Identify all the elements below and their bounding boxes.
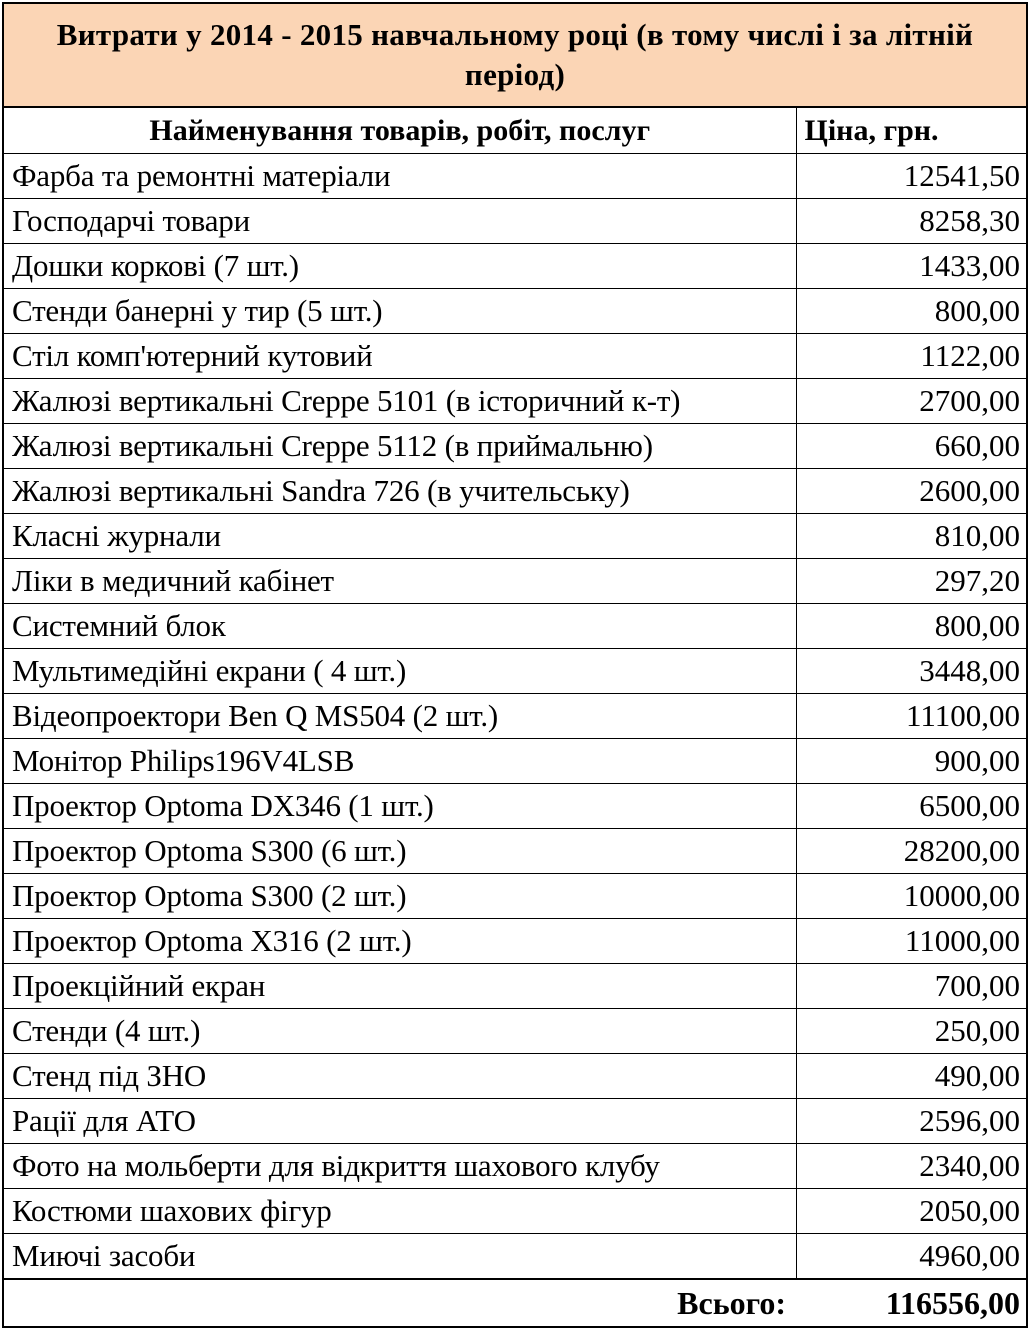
- item-name-cell: Господарчі товари: [4, 199, 796, 244]
- table-row: [4, 649, 1026, 694]
- item-name-cell: Стенди (4 шт.): [4, 1009, 796, 1054]
- table-row: [4, 514, 1026, 559]
- table-row: [4, 469, 1026, 514]
- column-header-price: Ціна, грн.: [796, 108, 1026, 154]
- item-price-cell: 8258,30: [796, 199, 1026, 244]
- expenses-sheet: [2, 2, 1028, 1328]
- item-price-cell: 490,00: [796, 1054, 1026, 1099]
- table-row: [4, 289, 1026, 334]
- item-price-cell: 250,00: [796, 1009, 1026, 1054]
- item-name-cell: Дошки коркові (7 шт.): [4, 244, 796, 289]
- item-price-cell: 810,00: [796, 514, 1026, 559]
- item-name-cell: Проектор Optoma S300 (6 шт.): [4, 829, 796, 874]
- table-row: [4, 1009, 1026, 1054]
- table-row: [4, 334, 1026, 379]
- item-price-cell: 800,00: [796, 289, 1026, 334]
- table-row: [4, 1234, 1026, 1280]
- table-row: [4, 874, 1026, 919]
- item-name-cell: Стіл комп'ютерний кутовий: [4, 334, 796, 379]
- table-row: [4, 784, 1026, 829]
- table-row: [4, 559, 1026, 604]
- item-price-cell: 3448,00: [796, 649, 1026, 694]
- table-row: [4, 1144, 1026, 1189]
- item-price-cell: 800,00: [796, 604, 1026, 649]
- table-row: [4, 739, 1026, 784]
- item-price-cell: 2050,00: [796, 1189, 1026, 1234]
- table-row: [4, 199, 1026, 244]
- total-row: [4, 1279, 1026, 1326]
- item-name-cell: Стенд під ЗНО: [4, 1054, 796, 1099]
- table-title: Витрати у 2014 - 2015 навчальному році (в тому числі і за літній період): [4, 4, 1026, 108]
- item-name-cell: Монітор Philips196V4LSB: [4, 739, 796, 784]
- item-name-cell: Жалюзі вертикальні Sandra 726 (в учительську): [4, 469, 796, 514]
- item-price-cell: 2600,00: [796, 469, 1026, 514]
- item-name-cell: Жалюзі вертикальні Creppe 5112 (в приймальню): [4, 424, 796, 469]
- item-name-cell: Класні журнали: [4, 514, 796, 559]
- item-name-cell: Відеопроектори Ben Q MS504 (2 шт.): [4, 694, 796, 739]
- item-price-cell: 6500,00: [796, 784, 1026, 829]
- item-price-cell: 12541,50: [796, 154, 1026, 199]
- item-name-cell: Рації для АТО: [4, 1099, 796, 1144]
- item-name-cell: Проектор Optoma X316 (2 шт.): [4, 919, 796, 964]
- item-price-cell: 700,00: [796, 964, 1026, 1009]
- item-price-cell: 2340,00: [796, 1144, 1026, 1189]
- item-price-cell: 297,20: [796, 559, 1026, 604]
- item-name-cell: Проектор Optoma DX346 (1 шт.): [4, 784, 796, 829]
- table-row: [4, 604, 1026, 649]
- item-name-cell: Проектор Optoma S300 (2 шт.): [4, 874, 796, 919]
- item-name-cell: Фарба та ремонтні матеріали: [4, 154, 796, 199]
- table-row: [4, 379, 1026, 424]
- table-row: [4, 1099, 1026, 1144]
- item-price-cell: 28200,00: [796, 829, 1026, 874]
- item-price-cell: 2700,00: [796, 379, 1026, 424]
- table-row: [4, 154, 1026, 199]
- header-row: [4, 108, 1026, 154]
- item-name-cell: Стенди банерні у тир (5 шт.): [4, 289, 796, 334]
- item-price-cell: 11100,00: [796, 694, 1026, 739]
- item-name-cell: Мультимедійні екрани ( 4 шт.): [4, 649, 796, 694]
- total-label: Всього:: [4, 1279, 796, 1326]
- item-name-cell: Костюми шахових фігур: [4, 1189, 796, 1234]
- item-name-cell: Проекційний екран: [4, 964, 796, 1009]
- item-price-cell: 1433,00: [796, 244, 1026, 289]
- table-row: [4, 829, 1026, 874]
- item-name-cell: Системний блок: [4, 604, 796, 649]
- item-price-cell: 4960,00: [796, 1234, 1026, 1280]
- item-price-cell: 1122,00: [796, 334, 1026, 379]
- table-row: [4, 424, 1026, 469]
- item-name-cell: Миючі засоби: [4, 1234, 796, 1280]
- table-row: [4, 1054, 1026, 1099]
- item-price-cell: 660,00: [796, 424, 1026, 469]
- column-header-name: Найменування товарів, робіт, послуг: [4, 108, 796, 154]
- item-name-cell: Фото на мольберти для відкриття шахового клубу: [4, 1144, 796, 1189]
- item-price-cell: 900,00: [796, 739, 1026, 784]
- total-value: 116556,00: [796, 1279, 1026, 1326]
- table-row: [4, 964, 1026, 1009]
- item-price-cell: 2596,00: [796, 1099, 1026, 1144]
- item-name-cell: Жалюзі вертикальні Creppe 5101 (в історичний к-т): [4, 379, 796, 424]
- table-row: [4, 694, 1026, 739]
- item-price-cell: 10000,00: [796, 874, 1026, 919]
- item-price-cell: 11000,00: [796, 919, 1026, 964]
- table-row: [4, 1189, 1026, 1234]
- item-name-cell: Ліки в медичний кабінет: [4, 559, 796, 604]
- expenses-table: [4, 108, 1026, 1326]
- table-row: [4, 919, 1026, 964]
- table-row: [4, 244, 1026, 289]
- table-body: [4, 154, 1026, 1280]
